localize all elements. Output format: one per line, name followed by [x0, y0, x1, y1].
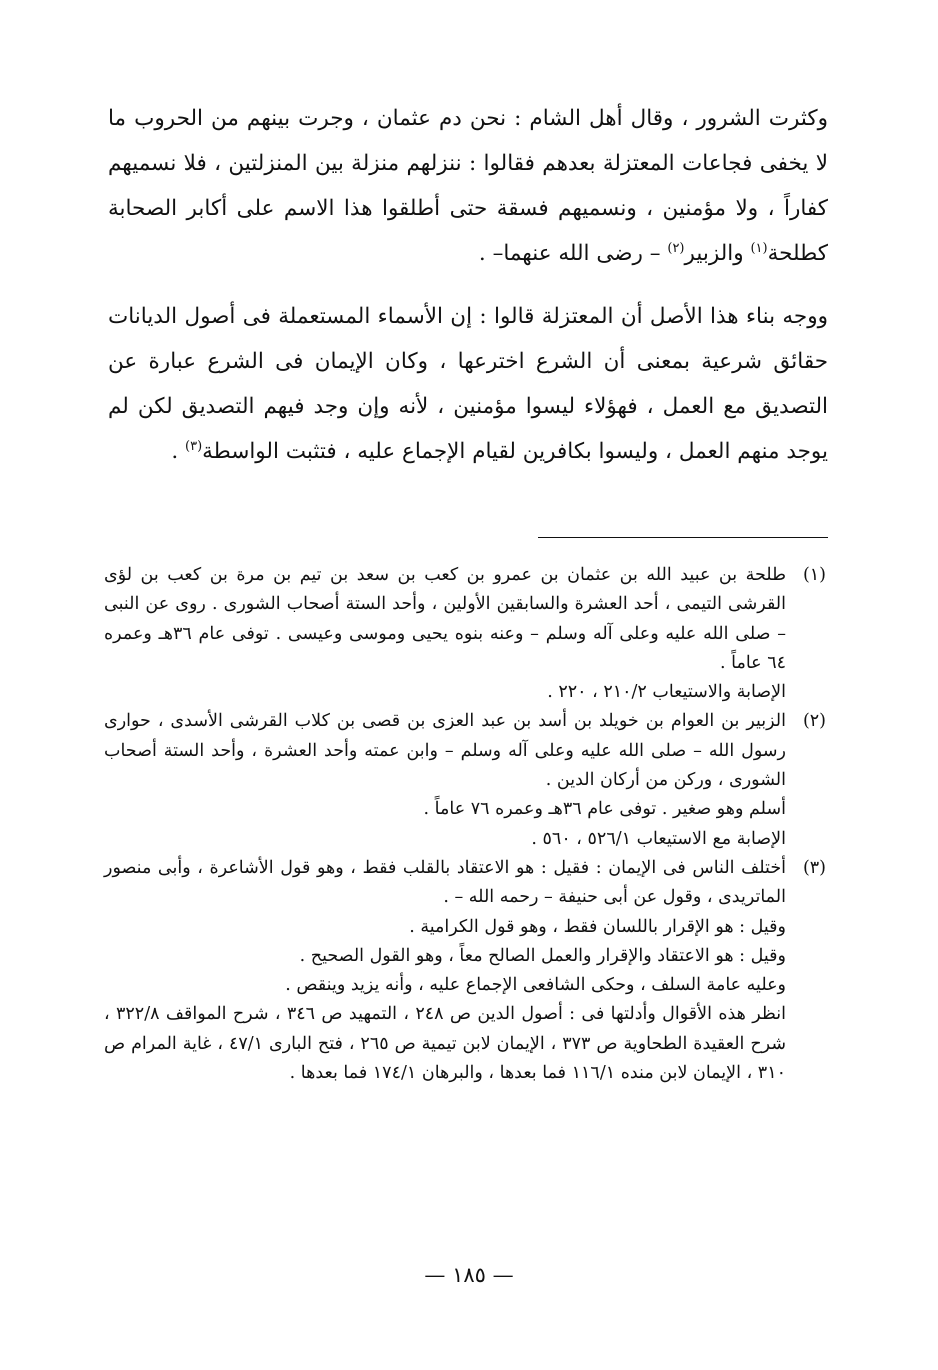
- main-paragraph-2: [108, 294, 828, 474]
- footnote-1: [104, 561, 826, 707]
- paragraph-1-text-middle: والزبير: [684, 241, 751, 266]
- paragraph-2-text-end: .: [171, 439, 186, 464]
- main-paragraph-1: [108, 96, 828, 276]
- footnote-number-1: (١): [802, 565, 826, 585]
- footnote-3-line-2: وقيل : هو الإقرار باللسان فقط ، وهو قول الكرامية .: [409, 916, 786, 937]
- footnote-3-line-3: وقيل : هو الاعتقاد والإقرار والعمل الصالح معاً ، وهو القول الصحيح .: [299, 945, 786, 966]
- paragraph-1-text: وكثرت الشرور ، وقال أهل الشام : نحن دم عثمان ، وجرت بينهم من الحروب ما لا يخفى فجاعات المعتزلة بعدهم فقالوا : ننزلهم منزلة بين المنزلتين ، فلا نسميهم كفاراً ، ولا مؤمنين ، ونسميهم فسقة حتى أطلقوا هذا الاسم على أكابر الصحابة كطلحة: [108, 106, 828, 266]
- footnote-ref-1[interactable]: (١): [750, 240, 768, 256]
- footnote-ref-2[interactable]: (٢): [667, 240, 685, 256]
- footnote-separator: [538, 537, 828, 538]
- footnote-2: [104, 707, 826, 853]
- footnote-2-text: الزبير بن العوام بن خويلد بن أسد بن عبد العزى بن قصى بن كلاب القرشى الأسدى ، حوارى رسول الله – صلى الله عليه وعلى آله وسلم – وابن عمته وأحد العشرة ، وأحد الستة أصحاب الشورى ، وركن من أركان الدين .: [104, 711, 786, 791]
- footnote-body-1: [104, 561, 786, 707]
- footnote-ref-3[interactable]: (٣): [185, 438, 203, 454]
- footnote-3-text: أختلف الناس فى الإيمان : فقيل : هو الاعتقاد بالقلب فقط ، وهو قول الأشاعرة ، وأبى منصور الماتريدى ، وقول عن أبى حنيفة – رحمه الله – .: [104, 857, 786, 908]
- main-text: [108, 96, 828, 474]
- footnote-3: [104, 854, 826, 1088]
- footnote-body-2: [104, 707, 786, 853]
- footnote-body-3: [104, 854, 786, 1088]
- paragraph-1-text-end: – رضى الله عنهما– .: [478, 241, 668, 266]
- footnotes: [104, 561, 826, 1088]
- footnote-3-line-4: وعليه عامة السلف ، وحكى الشافعى الإجماع عليه ، وأنه يزيد وينقص .: [285, 975, 786, 996]
- footnote-number-2: (٢): [802, 711, 826, 732]
- footnote-2-line: أسلم وهو صغير . توفى عام ٣٦هـ وعمره ٧٦ عاماً .: [423, 799, 786, 820]
- paragraph-2-text: ووجه بناء هذا الأصل أن المعتزلة قالوا : إن الأسماء المستعملة فى أصول الديانات حقائق شرعية بمعنى أن الشرع اخترعها ، وكان الإيمان فى الشرع عبارة عن التصديق مع العمل ، فهؤلاء ليسوا مؤمنين ، لأنه وإن وجد فيهم التصديق لكن لم يوجد منهم العمل ، وليسوا بكافرين لقيام الإجماع عليه ، فتثبت الواسطة: [108, 304, 828, 464]
- footnote-1-text: طلحة بن عبيد الله بن عثمان بن عمرو بن كعب بن سعد بن تيم بن مرة بن كعب بن لؤى القرشى التيمى ، أحد العشرة والسابقين الأولين ، وأحد الستة أصحاب الشورى . روى عن النبى – صلى الله عليه وعلى آله وسلم – وعنه بنوه يحيى وموسى وعيسى . توفى عام ٣٦هـ وعمره ٦٤ عاماً .: [104, 565, 786, 673]
- footnote-3-references: انظر هذه الأقوال وأدلتها فى : أصول الدين ص ٢٤٨ ، التمهيد ص ٣٤٦ ، شرح المواقف ٣٢٢/٨ ، شرح العقيدة الطحاوية ص ٣٧٣ ، الإيمان لابن تيمية ص ٢٦٥ ، فتح البارى ٤٧/١ ، غاية المرام ص ٣١٠ ، الإيمان لابن منده ١١٦/١ فما بعدها ، والبرهان ١٧٤/١ فما بعدها .: [104, 1004, 786, 1084]
- footnote-2-source: الإصابة مع الاستيعاب ٥٢٦/١ ، ٥٦٠ .: [531, 828, 786, 849]
- page-number: — ١٨٥ —: [424, 1263, 514, 1287]
- footnote-1-source: الإصابة والاستيعاب ٢١٠/٢ ، ٢٢٠ .: [547, 682, 786, 703]
- footnote-number-3: (٣): [802, 857, 826, 878]
